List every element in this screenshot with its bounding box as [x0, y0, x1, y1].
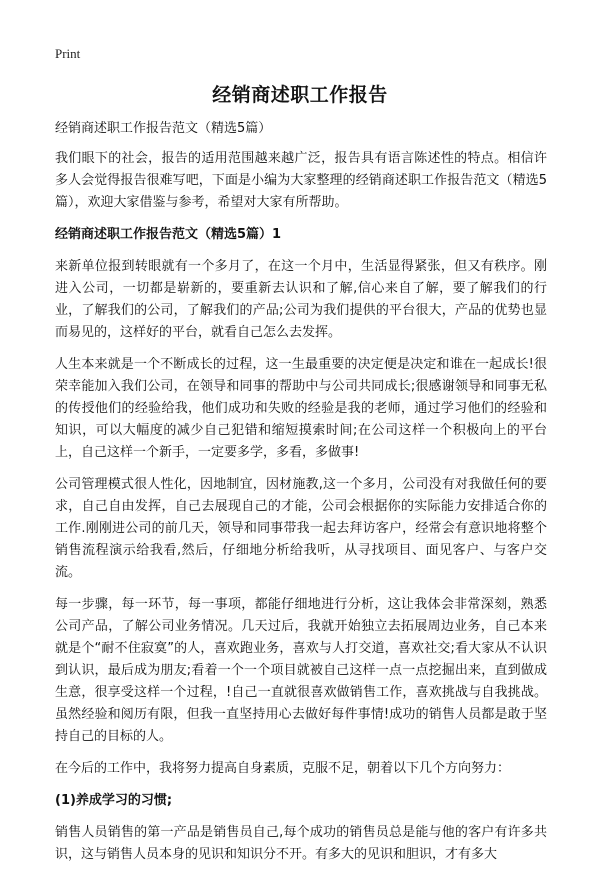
section-heading: 经销商述职工作报告范文（精选5篇）1	[55, 227, 282, 242]
print-link[interactable]: Print	[55, 46, 81, 61]
document-body	[55, 118, 547, 876]
body-paragraph-3: 公司管理模式很人性化，因地制宜，因材施教,这一个多月，公司没有对我做任何的要求，自己自由发挥，自己去展现自己的才能，公司会根据你的实际能力安排适合你的工作.刚刚进公司的前几天，领导和同事带我一起去拜访客户，经常会有意识地将整个销售流程演示给我看,然后，仔细地分析给我听，从寻找项目、面见客户、与客户交流。	[55, 477, 547, 580]
body-paragraph-2: 人生本来就是一个不断成长的过程，这一生最重要的决定便是决定和谁在一起成长!很荣幸能加入我们公司，在领导和同事的帮助中与公司共同成长;很感谢领导和同事无私的传授他们的经验给我，他们成功和失败的经验是我的老师，通过学习他们的经验和知识，可以大幅度的减少自己犯错和缩短摸索时间;在公司这样一个积极向上的平台上，自己这样一个新手，一定要多学，多看，多做事!	[55, 357, 547, 460]
body-paragraph-1: 来新单位报到转眼就有一个多月了，在这一个月中，生活显得紧张，但又有秩序。刚进入公司，一切都是崭新的，要重新去认识和了解,信心来自了解，要了解我们的行业，了解我们的公司，了解我们的产品;公司为我们提供的平台很大，产品的优势也显而易见的，这样好的平台，就看自己怎么去发挥。	[55, 259, 547, 340]
document-title: 经销商述职工作报告	[212, 84, 388, 106]
body-paragraph-6: 销售人员销售的第一产品是销售员自己,每个成功的销售员总是能与他的客户有许多共识，这与销售人员本身的见识和知识分不开。有多大的见识和胆识，才有多大	[55, 825, 547, 862]
body-paragraph-5: 在今后的工作中，我将努力提高自身素质，克服不足，朝着以下几个方向努力：	[55, 761, 511, 776]
document-subtitle: 经销商述职工作报告范文（精选5篇）	[55, 121, 272, 136]
subheading-1: (1)养成学习的习惯;	[55, 793, 173, 808]
body-paragraph-4: 每一步骤，每一环节，每一事项，都能仔细地进行分析，这让我体会非常深刻，熟悉公司产品，了解公司业务情况。几天过后，我就开始独立去拓展周边业务，自己本来就是个“耐不住寂寞”的人，喜欢跑业务，喜欢与人打交道，喜欢社交;看大家从不认识到认识，最后成为朋友;看着一个一个项目就被自己这样一点一点挖掘出来，直到做成生意，很享受这样一个过程，!自己一直就很喜欢做销售工作，喜欢挑战与自我挑战。虽然经验和阅历有限，但我一直坚持用心去做好每件事情!成功的销售人员都是敢于坚持自己的目标的人。	[55, 597, 547, 744]
intro-paragraph: 我们眼下的社会，报告的适用范围越来越广泛，报告具有语言陈述性的特点。相信许多人会觉得报告很难写吧，下面是小编为大家整理的经销商述职工作报告范文（精选5篇），欢迎大家借鉴与参考，希望对大家有所帮助。	[55, 151, 547, 210]
